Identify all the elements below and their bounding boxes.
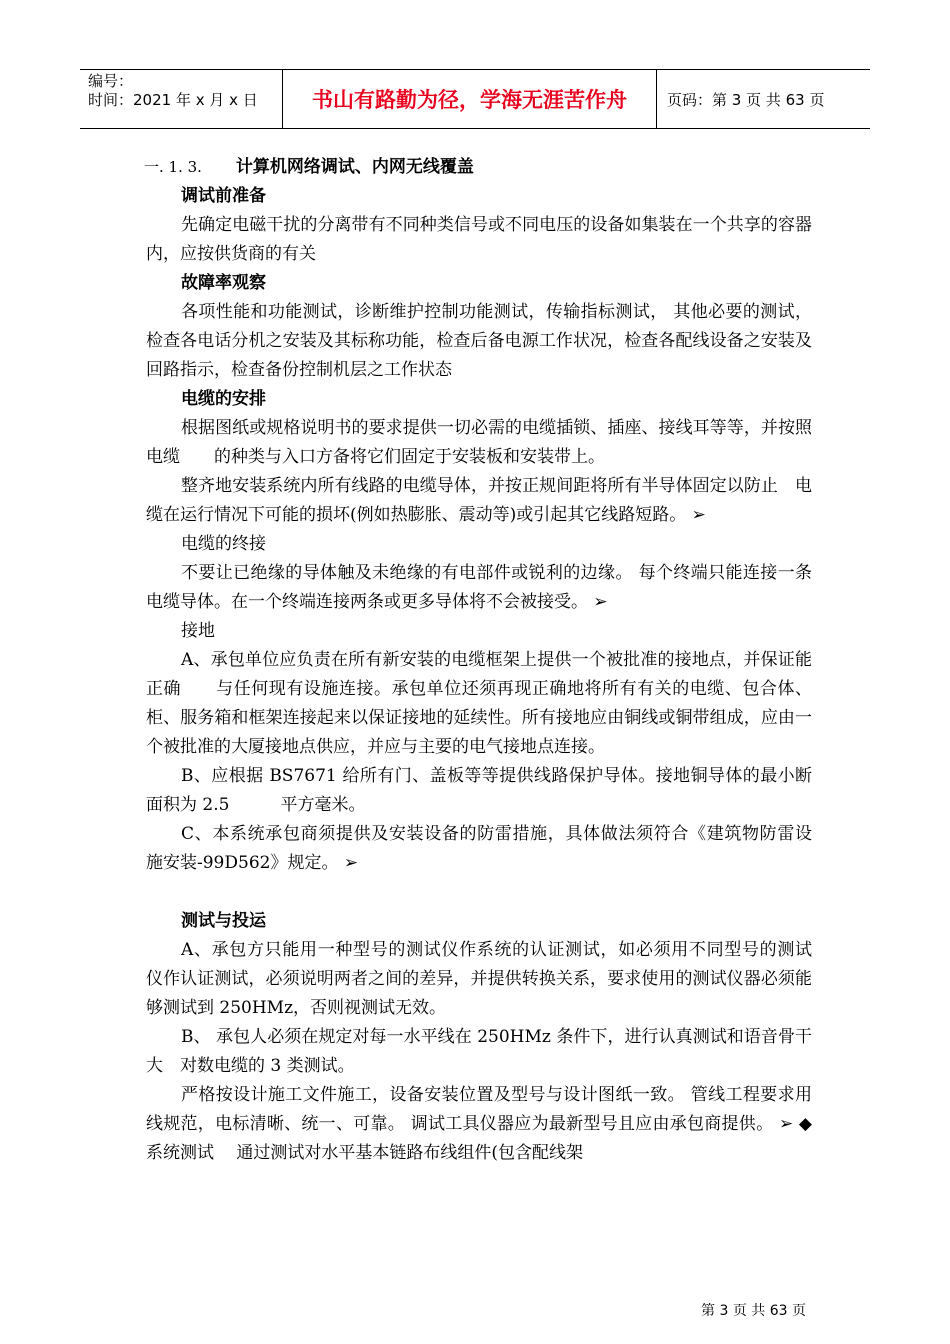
page-footer: 第 3 页 共 63 页 [701,1303,806,1319]
paragraph: B、 承包人必须在规定对每一水平线在 250HMz 条件下，进行认真测试和语音骨干大 对数电缆的 3 类测试。 [146,1027,812,1076]
paragraph: B、应根据 BS7671 给所有门、盖板等等提供线路保护导体。接地铜导体的最小断面积为 2.5 平方毫米。 [146,766,812,815]
subheading-testing: 测试与投运 [181,911,266,931]
paragraph: 根据图纸或规格说明书的要求提供一切必需的电缆插锁、插座、接线耳等等，并按照电缆 的种类与入口方备将它们固定于安装板和安装带上。 [146,418,812,467]
spacer [146,878,812,907]
paragraph: A、承包单位应负责在所有新安装的电缆框架上提供一个被批准的接地点，并保证能正确 与任何现有设施连接。承包单位还须再现正确地将所有有关的电缆、包合体、柜、服务箱和框架连接起来以保证接地的延续性。所有接地应由铜线或铜带组成，应由一个被批准的大厦接地点供应，并应与主要的电气接地点连接。 [146,650,812,757]
document-body [144,152,829,1168]
subheading-prep: 调试前准备 [181,186,266,206]
subheading-termination: 电缆的终接 [181,534,266,554]
paragraph: 整齐地安装系统内所有线路的电缆导体，并按正规间距将所有半导体固定以防止 电缆在运行情况下可能的损坏(例如热膨胀、震动等)或引起其它线路短路。 ➢ [146,476,812,525]
paragraph: 先确定电磁干扰的分离带有不同种类信号或不同电压的设备如集装在一个共享的容器内，应按供货商的有关 [146,215,812,264]
subheading-failure: 故障率观察 [181,273,266,293]
subheading-cable: 电缆的安排 [181,389,266,409]
section-number: 一. 1. 3. [144,158,202,176]
paragraph: A、承包方只能用一种型号的测试仪作系统的认证测试，如必须用不同型号的测试 仪作认证测试，必须说明两者之间的差异，并提供转换关系，要求使用的测试仪器必须能够测试到 250HMz，否则视测试无效。 [146,940,829,1018]
paragraph: 不要让已绝缘的导体触及未绝缘的有电部件或锐利的边缘。 每个终端只能连接一条电缆导体。在一个终端连接两条或更多导体将不会被接受。 ➢ [146,563,812,612]
paragraph: 严格按设计施工文件施工，设备安装位置及型号与设计图纸一致。 管线工程要求用线规范，电标清晰、统一、可靠。 调试工具仪器应为最新型号且应由承包商提供。 ➢ ◆ 系统测试 通过测试对水平基本链路布线组件(包含配线架 [146,1085,812,1163]
paragraph: 各项性能和功能测试，诊断维护控制功能测试，传输指标测试， 其他必要的测试，检查各电话分机之安装及其标称功能，检查后备电源工作状况，检查各配线设备之安装及回路指示，检查备份控制机层之工作状态 [146,302,812,380]
header-page: 页码：第 3 页 共 63 页 [667,90,825,109]
section-title: 计算机网络调试、内网无线覆盖 [235,157,474,177]
header-motto: 书山有路勤为径，学海无涯苦作舟 [283,70,657,128]
header-meta [80,70,283,128]
header-time: 时间：2021 年 x 月 x 日 [88,91,258,109]
section-heading [144,152,812,182]
page-header [80,69,870,129]
header-number: 编号： [88,72,134,90]
subheading-grounding: 接地 [181,621,215,641]
paragraph: C、本系统承包商须提供及安装设备的防雷措施，具体做法须符合《建筑物防雷设 施安装-99D562》规定。 ➢ [146,824,829,873]
